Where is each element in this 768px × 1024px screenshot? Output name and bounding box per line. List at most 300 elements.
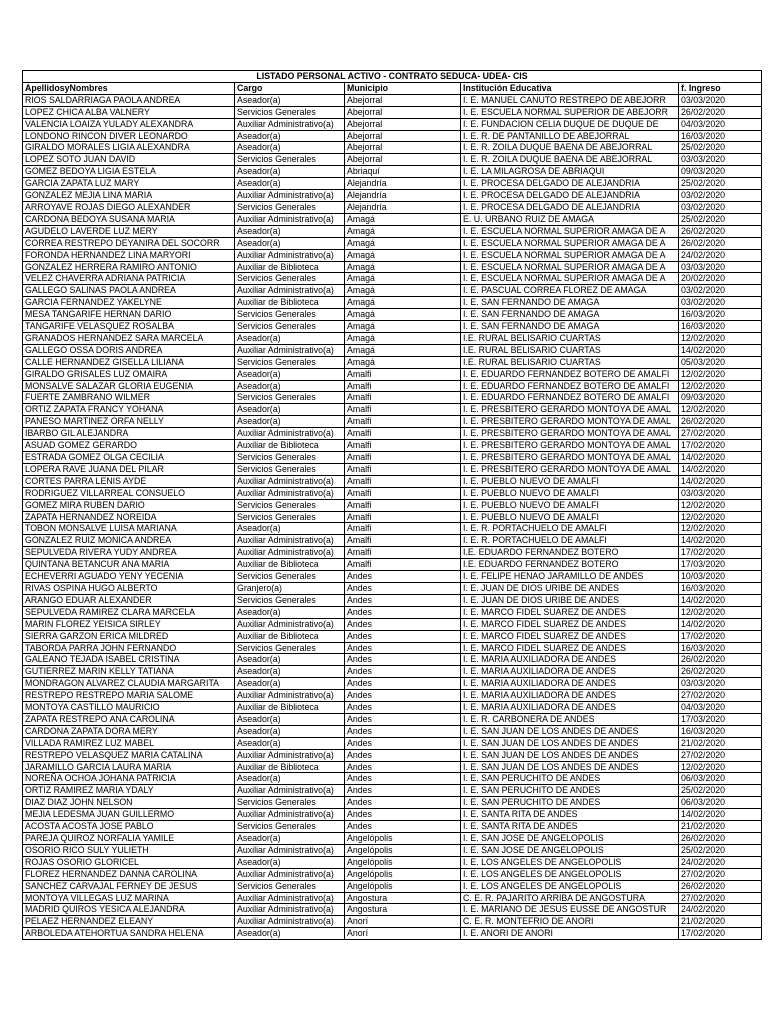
cell-fecha-ingreso: 14/02/2020	[679, 535, 762, 547]
table-row	[23, 511, 762, 523]
cell-municipio: Andes	[345, 809, 461, 821]
table-row	[23, 868, 762, 880]
cell-nombre: MESA TANGARIFE HERNAN DARIO	[23, 309, 235, 321]
cell-municipio: Abejorral	[345, 154, 461, 166]
cell-cargo: Aseador(a)	[235, 142, 345, 154]
cell-cargo: Auxiliar Administrativo(a)	[235, 916, 345, 928]
table-row	[23, 785, 762, 797]
table-row	[23, 368, 762, 380]
table-row	[23, 833, 762, 845]
cell-municipio: Amalfi	[345, 463, 461, 475]
cell-fecha-ingreso: 03/02/2020	[679, 297, 762, 309]
cell-institucion: I. E. R. ZOILA DUQUE BAENA DE ABEJORRAL	[461, 142, 679, 154]
cell-fecha-ingreso: 27/02/2020	[679, 868, 762, 880]
cell-nombre: ZAPATA RESTREPO ANA CAROLINA	[23, 713, 235, 725]
cell-municipio: Andes	[345, 666, 461, 678]
cell-cargo: Servicios Generales	[235, 201, 345, 213]
cell-municipio: Amalfi	[345, 511, 461, 523]
cell-fecha-ingreso: 17/02/2020	[679, 440, 762, 452]
cell-fecha-ingreso: 14/02/2020	[679, 594, 762, 606]
cell-nombre: DIAZ DIAZ JOHN NELSON	[23, 797, 235, 809]
cell-fecha-ingreso: 03/03/2020	[679, 154, 762, 166]
cell-cargo: Auxiliar Administrativo(a)	[235, 535, 345, 547]
cell-nombre: ORTIZ ZAPATA FRANCY YOHANA	[23, 404, 235, 416]
cell-institucion: I. E. R. CARBONERA DE ANDES	[461, 713, 679, 725]
cell-nombre: GIRALDO GRISALES LUZ OMAIRA	[23, 368, 235, 380]
table-row	[23, 392, 762, 404]
table-row	[23, 523, 762, 535]
cell-nombre: RIVAS OSPINA HUGO ALBERTO	[23, 582, 235, 594]
cell-cargo: Servicios Generales	[235, 821, 345, 833]
cell-cargo: Auxiliar de Biblioteca	[235, 440, 345, 452]
table-title: LISTADO PERSONAL ACTIVO - CONTRATO SEDUCA- UDEA- CIS	[23, 71, 762, 83]
cell-cargo: Aseador(a)	[235, 654, 345, 666]
cell-municipio: Amagá	[345, 273, 461, 285]
cell-fecha-ingreso: 27/02/2020	[679, 892, 762, 904]
cell-fecha-ingreso: 03/02/2020	[679, 190, 762, 202]
table-row	[23, 654, 762, 666]
cell-institucion: I. E. PUEBLO NUEVO DE AMALFI	[461, 499, 679, 511]
cell-fecha-ingreso: 04/03/2020	[679, 118, 762, 130]
cell-cargo: Aseador(a)	[235, 928, 345, 940]
cell-institucion: I. E. PRESBITERO GERARDO MONTOYA DE AMAL	[461, 452, 679, 464]
cell-nombre: TABORDA PARRA JOHN FERNANDO	[23, 642, 235, 654]
cell-institucion: I. E. SAN FERNANDO DE AMAGA	[461, 321, 679, 333]
table-row	[23, 487, 762, 499]
cell-nombre: PAREJA QUIROZ NORFALIA YAMILE	[23, 833, 235, 845]
cell-fecha-ingreso: 06/03/2020	[679, 797, 762, 809]
cell-nombre: SIERRA GARZON ERICA MILDRED	[23, 630, 235, 642]
cell-nombre: CARDONA BEDOYA SUSANA MARIA	[23, 213, 235, 225]
cell-nombre: LOPEZ CHICA ALBA VALNERY	[23, 106, 235, 118]
cell-municipio: Andes	[345, 821, 461, 833]
table-row	[23, 535, 762, 547]
cell-institucion: I. E. FELIPE HENAO JARAMILLO DE ANDES	[461, 571, 679, 583]
cell-municipio: Amagá	[345, 332, 461, 344]
table-row	[23, 678, 762, 690]
cell-institucion: C. E. R. MONTEFRIO DE ANORI	[461, 916, 679, 928]
table-row	[23, 642, 762, 654]
cell-nombre: CARDONA ZAPATA DORA MERY	[23, 725, 235, 737]
cell-municipio: Amagá	[345, 356, 461, 368]
cell-institucion: I. E. PRESBITERO GERARDO MONTOYA DE AMAL	[461, 440, 679, 452]
cell-nombre: GONZALEZ RUIZ MONICA ANDREA	[23, 535, 235, 547]
cell-fecha-ingreso: 27/02/2020	[679, 690, 762, 702]
cell-cargo: Auxiliar Administrativo(a)	[235, 809, 345, 821]
cell-institucion: I. E. EDUARDO FERNANDEZ BOTERO DE AMALFI	[461, 380, 679, 392]
cell-municipio: Amagá	[345, 237, 461, 249]
cell-institucion: I. E. MARCO FIDEL SUAREZ DE ANDES	[461, 618, 679, 630]
cell-institucion: I. E. MARIA AUXILIADORA DE ANDES	[461, 654, 679, 666]
cell-cargo: Auxiliar Administrativo(a)	[235, 213, 345, 225]
cell-municipio: Amagá	[345, 213, 461, 225]
cell-institucion: I. E. LOS ANGELES DE ANGELOPOLIS	[461, 868, 679, 880]
table-row	[23, 690, 762, 702]
table-row	[23, 606, 762, 618]
table-row	[23, 380, 762, 392]
table-row	[23, 237, 762, 249]
cell-cargo: Servicios Generales	[235, 880, 345, 892]
cell-institucion: I.E. EDUARDO FERNANDEZ BOTERO	[461, 547, 679, 559]
cell-fecha-ingreso: 03/03/2020	[679, 94, 762, 106]
spreadsheet	[22, 70, 761, 940]
title-row	[23, 71, 762, 83]
cell-municipio: Angelópolis	[345, 856, 461, 868]
table-row	[23, 737, 762, 749]
cell-fecha-ingreso: 26/02/2020	[679, 416, 762, 428]
cell-institucion: I. E. MARIA AUXILIADORA DE ANDES	[461, 666, 679, 678]
cell-nombre: GIRALDO MORALES LIGIA ALEXANDRA	[23, 142, 235, 154]
cell-municipio: Amalfi	[345, 535, 461, 547]
cell-municipio: Angelópolis	[345, 833, 461, 845]
cell-nombre: MONSALVE SALAZAR GLORIA EUGENIA	[23, 380, 235, 392]
cell-institucion: I. E. SAN FERNANDO DE AMAGA	[461, 309, 679, 321]
cell-fecha-ingreso: 16/03/2020	[679, 309, 762, 321]
cell-fecha-ingreso: 26/02/2020	[679, 106, 762, 118]
cell-institucion: I. E. PRESBITERO GERARDO MONTOYA DE AMAL	[461, 404, 679, 416]
cell-fecha-ingreso: 10/03/2020	[679, 571, 762, 583]
cell-cargo: Servicios Generales	[235, 106, 345, 118]
cell-municipio: Abejorral	[345, 94, 461, 106]
cell-municipio: Amalfi	[345, 475, 461, 487]
cell-nombre: GALEANO TEJADA ISABEL CRISTINA	[23, 654, 235, 666]
cell-institucion: I. E. PASCUAL CORREA FLOREZ DE AMAGA	[461, 285, 679, 297]
cell-cargo: Auxiliar Administrativo(a)	[235, 428, 345, 440]
table-row	[23, 880, 762, 892]
cell-institucion: I. E. PRESBITERO GERARDO MONTOYA DE AMAL	[461, 463, 679, 475]
cell-nombre: SANCHEZ CARVAJAL FERNEY DE JESUS	[23, 880, 235, 892]
cell-nombre: NOREÑA OCHOA JOHANA PATRICIA	[23, 773, 235, 785]
table-row	[23, 892, 762, 904]
cell-municipio: Angostura	[345, 904, 461, 916]
cell-municipio: Andes	[345, 749, 461, 761]
cell-cargo: Aseador(a)	[235, 404, 345, 416]
cell-cargo: Aseador(a)	[235, 666, 345, 678]
cell-nombre: ARROYAVE ROJAS DIEGO ALEXANDER	[23, 201, 235, 213]
cell-nombre: LONDONO RINCON DIVER LEONARDO	[23, 130, 235, 142]
cell-institucion: I. E. LOS ANGELES DE ANGELOPOLIS	[461, 880, 679, 892]
cell-fecha-ingreso: 16/03/2020	[679, 582, 762, 594]
cell-cargo: Servicios Generales	[235, 356, 345, 368]
cell-municipio: Amalfi	[345, 380, 461, 392]
cell-institucion: I. E. MARCO FIDEL SUAREZ DE ANDES	[461, 630, 679, 642]
cell-institucion: I. E. ESCUELA NORMAL SUPERIOR AMAGA DE A	[461, 261, 679, 273]
cell-fecha-ingreso: 12/02/2020	[679, 523, 762, 535]
cell-institucion: I.E. RURAL BELISARIO CUARTAS	[461, 356, 679, 368]
cell-institucion: I. E. R. PORTACHUELO DE AMALFI	[461, 523, 679, 535]
cell-nombre: LOPEZ SOTO JUAN DAVID	[23, 154, 235, 166]
cell-institucion: I. E. PROCESA DELGADO DE ALEJANDRIA	[461, 201, 679, 213]
cell-institucion: I. E. ESCUELA NORMAL SUPERIOR AMAGA DE A	[461, 273, 679, 285]
table-row	[23, 499, 762, 511]
column-header-cargo: Cargo	[235, 82, 345, 94]
cell-fecha-ingreso: 12/02/2020	[679, 368, 762, 380]
table-row	[23, 154, 762, 166]
cell-nombre: TANGARIFE VELASQUEZ ROSALBA	[23, 321, 235, 333]
cell-municipio: Andes	[345, 678, 461, 690]
cell-fecha-ingreso: 24/02/2020	[679, 856, 762, 868]
cell-cargo: Auxiliar Administrativo(a)	[235, 690, 345, 702]
cell-cargo: Auxiliar de Biblioteca	[235, 559, 345, 571]
cell-fecha-ingreso: 16/03/2020	[679, 130, 762, 142]
cell-fecha-ingreso: 26/02/2020	[679, 225, 762, 237]
cell-cargo: Auxiliar Administrativo(a)	[235, 190, 345, 202]
cell-nombre: RODRIGUEZ VILLARREAL CONSUELO	[23, 487, 235, 499]
cell-fecha-ingreso: 16/03/2020	[679, 725, 762, 737]
table-row	[23, 773, 762, 785]
cell-institucion: I. E. ESCUELA NORMAL SUPERIOR AMAGA DE A	[461, 237, 679, 249]
cell-municipio: Abejorral	[345, 106, 461, 118]
cell-nombre: VELEZ CHAVERRA ADRIANA PATRICIA	[23, 273, 235, 285]
cell-cargo: Servicios Generales	[235, 571, 345, 583]
cell-municipio: Abriaquí	[345, 166, 461, 178]
cell-municipio: Angelópolis	[345, 844, 461, 856]
cell-municipio: Andes	[345, 737, 461, 749]
cell-nombre: MONTOYA CASTILLO MAURICIO	[23, 702, 235, 714]
cell-cargo: Aseador(a)	[235, 725, 345, 737]
cell-cargo: Servicios Generales	[235, 321, 345, 333]
table-row	[23, 702, 762, 714]
cell-municipio: Abejorral	[345, 142, 461, 154]
cell-fecha-ingreso: 25/02/2020	[679, 178, 762, 190]
cell-institucion: I. E. PUEBLO NUEVO DE AMALFI	[461, 475, 679, 487]
cell-cargo: Auxiliar Administrativo(a)	[235, 344, 345, 356]
cell-municipio: Andes	[345, 773, 461, 785]
cell-institucion: I. E. SAN JOSE DE ANGELOPOLIS	[461, 833, 679, 845]
cell-nombre: GUTIERREZ MARIN KELLY TATIANA	[23, 666, 235, 678]
cell-institucion: I. E. EDUARDO FERNANDEZ BOTERO DE AMALFI	[461, 392, 679, 404]
cell-cargo: Aseador(a)	[235, 606, 345, 618]
cell-institucion: I. E. SANTA RITA DE ANDES	[461, 821, 679, 833]
cell-nombre: ZAPATA HERNANDEZ NOREIDA	[23, 511, 235, 523]
cell-institucion: I. E. PROCESA DELGADO DE ALEJANDRIA	[461, 190, 679, 202]
cell-cargo: Auxiliar Administrativo(a)	[235, 487, 345, 499]
table-row	[23, 178, 762, 190]
cell-cargo: Servicios Generales	[235, 642, 345, 654]
cell-nombre: GOMEZ BEDOYA LIGIA ESTELA	[23, 166, 235, 178]
table-row	[23, 559, 762, 571]
table-row	[23, 856, 762, 868]
cell-nombre: MADRID QUIROS YESICA ALEJANDRA	[23, 904, 235, 916]
cell-municipio: Andes	[345, 713, 461, 725]
cell-fecha-ingreso: 17/03/2020	[679, 713, 762, 725]
cell-institucion: I. E. SAN JUAN DE LOS ANDES DE ANDES	[461, 737, 679, 749]
cell-municipio: Angelópolis	[345, 880, 461, 892]
cell-cargo: Auxiliar de Biblioteca	[235, 261, 345, 273]
cell-municipio: Andes	[345, 702, 461, 714]
cell-cargo: Servicios Generales	[235, 273, 345, 285]
cell-municipio: Amalfi	[345, 368, 461, 380]
cell-fecha-ingreso: 17/03/2020	[679, 559, 762, 571]
cell-fecha-ingreso: 03/02/2020	[679, 285, 762, 297]
cell-cargo: Aseador(a)	[235, 713, 345, 725]
cell-cargo: Servicios Generales	[235, 499, 345, 511]
cell-fecha-ingreso: 27/02/2020	[679, 749, 762, 761]
cell-institucion: I.E. RURAL BELISARIO CUARTAS	[461, 344, 679, 356]
cell-fecha-ingreso: 14/02/2020	[679, 618, 762, 630]
cell-institucion: I. E. ESCUELA NORMAL SUPERIOR AMAGA DE A	[461, 225, 679, 237]
table-body	[23, 94, 762, 939]
cell-municipio: Amalfi	[345, 523, 461, 535]
cell-nombre: CORREA RESTREPO DEYANIRA DEL SOCORR	[23, 237, 235, 249]
table-row	[23, 225, 762, 237]
cell-nombre: TOBON MONSALVE LUISA MARIANA	[23, 523, 235, 535]
cell-nombre: GARCIA ZAPATA LUZ MARY	[23, 178, 235, 190]
cell-nombre: RIOS SALDARRIAGA PAOLA ANDREA	[23, 94, 235, 106]
cell-cargo: Auxiliar de Biblioteca	[235, 702, 345, 714]
cell-fecha-ingreso: 16/03/2020	[679, 642, 762, 654]
cell-fecha-ingreso: 21/02/2020	[679, 737, 762, 749]
cell-municipio: Alejandría	[345, 178, 461, 190]
cell-municipio: Amagá	[345, 249, 461, 261]
cell-fecha-ingreso: 12/02/2020	[679, 404, 762, 416]
cell-institucion: I. E. SAN PERUCHITO DE ANDES	[461, 797, 679, 809]
cell-nombre: ARANGO EDUAR ALEXANDER	[23, 594, 235, 606]
cell-municipio: Amagá	[345, 225, 461, 237]
table-row	[23, 713, 762, 725]
column-header-fecha-ingreso: f. Ingreso	[679, 82, 762, 94]
cell-cargo: Auxiliar Administrativo(a)	[235, 118, 345, 130]
cell-institucion: C. E. R. PAJARITO ARRIBA DE ANGOSTURA	[461, 892, 679, 904]
cell-municipio: Angostura	[345, 892, 461, 904]
cell-fecha-ingreso: 12/02/2020	[679, 761, 762, 773]
table-row	[23, 821, 762, 833]
cell-cargo: Aseador(a)	[235, 178, 345, 190]
cell-institucion: I. E. SANTA RITA DE ANDES	[461, 809, 679, 821]
cell-institucion: I. E. MARIANO DE JESUS EUSSE DE ANGOSTUR	[461, 904, 679, 916]
cell-fecha-ingreso: 26/02/2020	[679, 237, 762, 249]
table-row	[23, 130, 762, 142]
cell-municipio: Anorí	[345, 916, 461, 928]
cell-institucion: I. E. LOS ANGELES DE ANGELOPOLIS	[461, 856, 679, 868]
cell-cargo: Servicios Generales	[235, 309, 345, 321]
cell-fecha-ingreso: 25/02/2020	[679, 785, 762, 797]
cell-nombre: MEJIA LEDESMA JUAN GUILLERMO	[23, 809, 235, 821]
cell-institucion: I. E. ESCUELA NORMAL SUPERIOR AMAGA DE A	[461, 249, 679, 261]
table-row	[23, 118, 762, 130]
cell-institucion: I. E. SAN FERNANDO DE AMAGA	[461, 297, 679, 309]
cell-nombre: GONZALEZ MEJIA LINA MARIA	[23, 190, 235, 202]
cell-fecha-ingreso: 26/02/2020	[679, 833, 762, 845]
cell-municipio: Amalfi	[345, 440, 461, 452]
cell-nombre: GOMEZ MIRA RUBEN DARIO	[23, 499, 235, 511]
cell-fecha-ingreso: 12/02/2020	[679, 511, 762, 523]
cell-cargo: Servicios Generales	[235, 154, 345, 166]
cell-cargo: Auxiliar Administrativo(a)	[235, 475, 345, 487]
cell-fecha-ingreso: 09/03/2020	[679, 166, 762, 178]
cell-municipio: Amalfi	[345, 392, 461, 404]
cell-fecha-ingreso: 14/02/2020	[679, 475, 762, 487]
cell-nombre: ORTIZ RAMIREZ MARIA YDALY	[23, 785, 235, 797]
table-row	[23, 166, 762, 178]
cell-municipio: Angelópolis	[345, 868, 461, 880]
cell-municipio: Andes	[345, 797, 461, 809]
cell-municipio: Amalfi	[345, 547, 461, 559]
cell-municipio: Abejorral	[345, 118, 461, 130]
cell-fecha-ingreso: 03/03/2020	[679, 261, 762, 273]
cell-fecha-ingreso: 20/02/2020	[679, 273, 762, 285]
table-row	[23, 666, 762, 678]
table-row	[23, 261, 762, 273]
cell-cargo: Aseador(a)	[235, 737, 345, 749]
cell-cargo: Auxiliar de Biblioteca	[235, 297, 345, 309]
cell-fecha-ingreso: 12/02/2020	[679, 380, 762, 392]
cell-cargo: Auxiliar Administrativo(a)	[235, 868, 345, 880]
cell-nombre: SEPULVEDA RIVERA YUDY ANDREA	[23, 547, 235, 559]
table-row	[23, 273, 762, 285]
cell-nombre: SEPULVEDA RAMIREZ CLARA MARCELA	[23, 606, 235, 618]
cell-municipio: Amalfi	[345, 487, 461, 499]
cell-institucion: E. U. URBANO RUIZ DE AMAGA	[461, 213, 679, 225]
cell-cargo: Auxiliar Administrativo(a)	[235, 547, 345, 559]
cell-institucion: I. E. FUNDACION CELIA DUQUE DE DUQUE DE	[461, 118, 679, 130]
cell-nombre: GONZALEZ HERRERA RAMIRO ANTONIO	[23, 261, 235, 273]
cell-fecha-ingreso: 21/02/2020	[679, 821, 762, 833]
table-row	[23, 916, 762, 928]
cell-fecha-ingreso: 17/02/2020	[679, 630, 762, 642]
cell-nombre: GRANADOS HERNANDEZ SARA MARCELA	[23, 332, 235, 344]
cell-fecha-ingreso: 26/02/2020	[679, 654, 762, 666]
cell-fecha-ingreso: 26/02/2020	[679, 666, 762, 678]
cell-cargo: Aseador(a)	[235, 523, 345, 535]
table-row	[23, 332, 762, 344]
cell-cargo: Servicios Generales	[235, 452, 345, 464]
table-row	[23, 94, 762, 106]
cell-fecha-ingreso: 12/02/2020	[679, 332, 762, 344]
cell-cargo: Aseador(a)	[235, 380, 345, 392]
cell-fecha-ingreso: 14/02/2020	[679, 463, 762, 475]
cell-nombre: FUERTE ZAMBRANO WILMER	[23, 392, 235, 404]
cell-institucion: I. E. JUAN DE DIOS URIBE DE ANDES	[461, 582, 679, 594]
column-header-institucion: Institución Educativa	[461, 82, 679, 94]
cell-nombre: MARIN FLOREZ YEISICA SIRLEY	[23, 618, 235, 630]
cell-municipio: Abejorral	[345, 130, 461, 142]
cell-fecha-ingreso: 12/02/2020	[679, 606, 762, 618]
cell-cargo: Auxiliar Administrativo(a)	[235, 618, 345, 630]
cell-municipio: Andes	[345, 618, 461, 630]
cell-cargo: Aseador(a)	[235, 678, 345, 690]
table-row	[23, 928, 762, 940]
personnel-table	[22, 70, 762, 940]
table-row	[23, 749, 762, 761]
cell-institucion: I. E. MARCO FIDEL SUAREZ DE ANDES	[461, 642, 679, 654]
column-header-municipio: Municipio	[345, 82, 461, 94]
cell-cargo: Servicios Generales	[235, 594, 345, 606]
cell-fecha-ingreso: 17/02/2020	[679, 928, 762, 940]
cell-fecha-ingreso: 24/02/2020	[679, 249, 762, 261]
cell-institucion: I. E. SAN JOSE DE ANGELOPOLIS	[461, 844, 679, 856]
cell-fecha-ingreso: 06/03/2020	[679, 773, 762, 785]
cell-municipio: Andes	[345, 630, 461, 642]
cell-nombre: GARCIA FERNANDEZ YAKELYNE	[23, 297, 235, 309]
cell-institucion: I. E. ANORI DE ANORI	[461, 928, 679, 940]
cell-nombre: MONDRAGON ALVAREZ CLAUDIA MARGARITA	[23, 678, 235, 690]
cell-fecha-ingreso: 03/03/2020	[679, 678, 762, 690]
cell-institucion: I. E. SAN JUAN DE LOS ANDES DE ANDES	[461, 749, 679, 761]
table-row	[23, 547, 762, 559]
cell-municipio: Andes	[345, 654, 461, 666]
cell-nombre: OSORIO RICO SULY YULIETH	[23, 844, 235, 856]
cell-fecha-ingreso: 14/02/2020	[679, 452, 762, 464]
cell-cargo: Auxiliar Administrativo(a)	[235, 844, 345, 856]
cell-institucion: I. E. R. DE PANTANILLO DE ABEJORRAL	[461, 130, 679, 142]
cell-institucion: I.E. EDUARDO FERNANDEZ BOTERO	[461, 559, 679, 571]
table-row	[23, 404, 762, 416]
table-row	[23, 428, 762, 440]
cell-cargo: Auxiliar de Biblioteca	[235, 761, 345, 773]
cell-nombre: CORTES PARRA LENIS AYDE	[23, 475, 235, 487]
cell-institucion: I. E. JUAN DE DIOS URIBE DE ANDES	[461, 594, 679, 606]
